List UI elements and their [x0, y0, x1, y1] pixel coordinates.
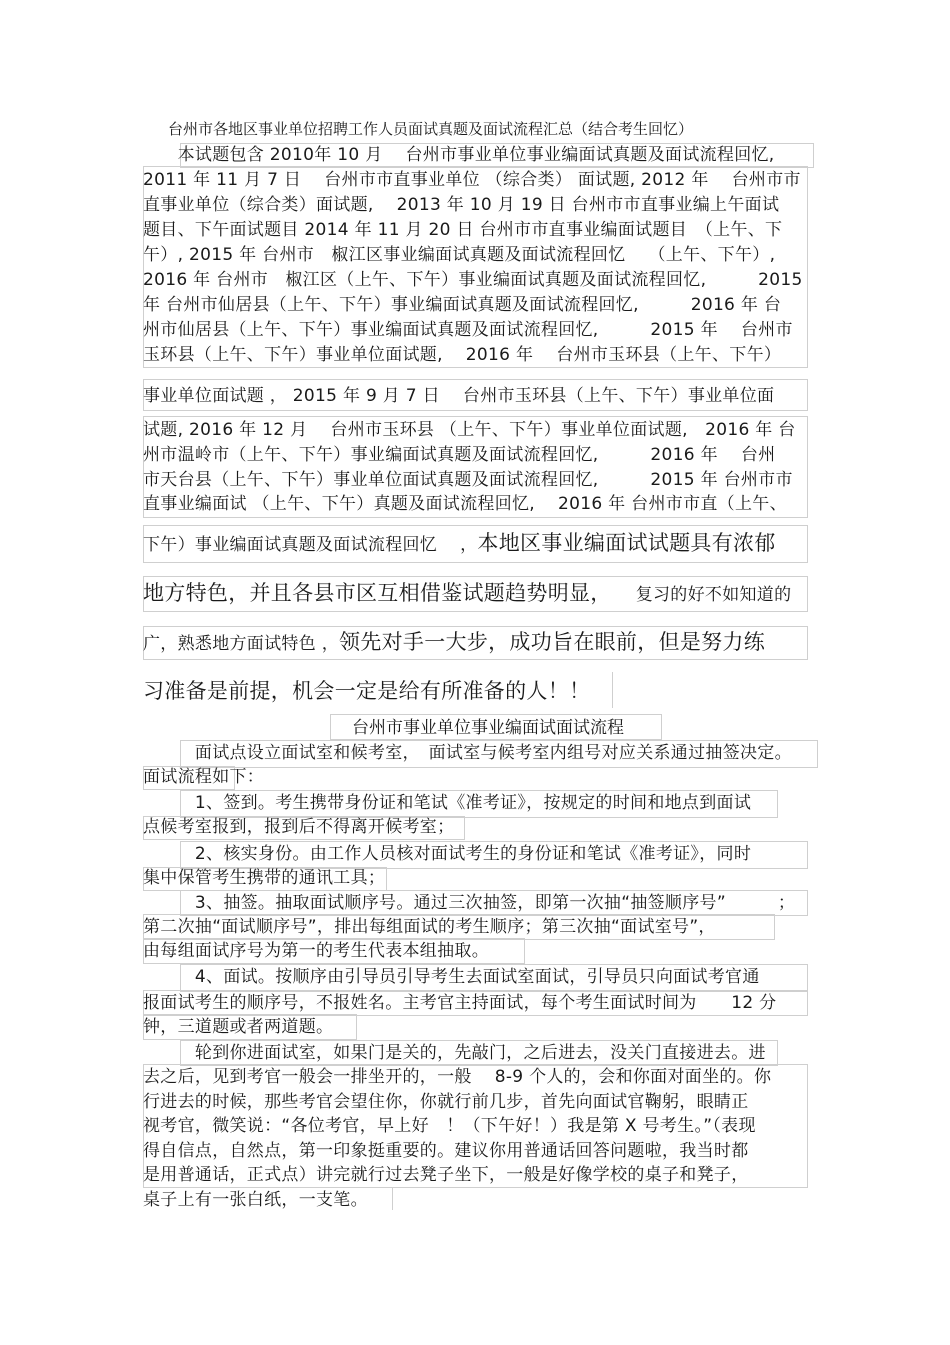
- intro-line: 2011 年 11 月 7 日 台州市市直事业单位 （综合类） 面试题, 2012 年 台州市市: [143, 170, 801, 190]
- emphasis-line: [143, 530, 776, 556]
- process-line: 去之后，见到考官一般会一排坐开的，一般 8-9 个人的，会和你面对面坐的。你: [143, 1067, 772, 1087]
- process-line: 集中保管考生携带的通讯工具；: [143, 868, 386, 888]
- intro-line: 事业单位面试题 ， 2015 年 9 月 7 日 台州市玉环县（上午、下午）事业单位面: [143, 386, 775, 406]
- intro-line: 年 台州市仙居县（上午、下午）事业编面试真题及面试流程回忆, 2016 年 台: [143, 295, 782, 315]
- intro-line: 玉环县（上午、下午）事业单位面试题, 2016 年 台州市玉环县（上午、下午）: [143, 345, 782, 365]
- process-line: 由每组面试序号为第一的考生代表本组抽取。: [143, 941, 489, 961]
- intro-line: 州市温岭市（上午、下午）事业编面试真题及面试流程回忆, 2016 年 台州: [143, 445, 776, 465]
- process-line: 桌子上有一张白纸，一支笔。: [143, 1190, 368, 1210]
- scan-rule: [612, 672, 613, 708]
- intro-line: 本试题包含 2010年 10 月 台州市事业单位事业编面试真题及面试流程回忆,: [143, 145, 775, 165]
- process-line: 钟，三道题或者两道题。: [143, 1017, 334, 1037]
- process-line: 点候考室报到，报到后不得离开候考室；: [143, 817, 455, 837]
- document-title: 台州市各地区事业单位招聘工作人员面试真题及面试流程汇总（结合考生回忆）: [168, 120, 694, 138]
- emphasis-line-small: 复习的好不如知道的: [601, 585, 792, 605]
- process-line: 行进去的时候，那些考官会望住你，你就行前几步，首先向面试官鞠躬，眼睛正: [143, 1092, 749, 1112]
- process-line: 轮到你进面试室，如果门是关的，先敲门，之后进去，没关门直接进去。进: [143, 1043, 766, 1063]
- intro-line: 市天台县（上午、下午）事业单位面试真题及面试流程回忆, 2015 年 台州市市: [143, 470, 793, 490]
- intro-line: 州市仙居县（上午、下午）事业编面试真题及面试流程回忆, 2015 年 台州市: [143, 320, 793, 340]
- process-line: 得自信点，自然点，第一印象挺重要的。建议你用普通话回答问题啦，我当时都: [143, 1141, 749, 1161]
- intro-line: 午）, 2015 年 台州市 椒江区事业编面试真题及面试流程回忆 （上午、下午）,: [143, 245, 776, 265]
- emphasis-line-small: 下午）事业编面试真题及面试流程回忆 ，: [143, 535, 478, 555]
- emphasis-line-small: 广，熟悉地方面试特色 ，: [143, 634, 340, 654]
- intro-line: 直事业单位（综合类）面试题, 2013 年 10 月 19 日 台州市市直事业编上午面试: [143, 195, 780, 215]
- emphasis-line: [143, 678, 590, 704]
- emphasis-line-big: 地方特色，并且各县市区互相借鉴试题趋势明显，: [143, 581, 602, 605]
- intro-line: 2016 年 台州市 椒江区（上午、下午）事业编面试真题及面试流程回忆, 2015: [143, 270, 803, 290]
- scan-rule: [392, 1188, 393, 1210]
- process-line: 报面试考生的顺序号，不报姓名。主考官主持面试，每个考生面试时间为 12 分: [143, 993, 777, 1013]
- emphasis-line: [143, 629, 765, 655]
- process-line: 4、面试。按顺序由引导员引导考生去面试室面试，引导员只向面试考官通: [143, 967, 760, 987]
- process-line: 是用普通话，正式点）讲完就行过去凳子坐下，一般是好像学校的桌子和凳子，: [143, 1165, 749, 1185]
- process-line: 第二次抽“面试顺序号”，排出每组面试的考生顺序；第三次抽“面试室号”，: [143, 917, 716, 937]
- emphasis-line: [143, 580, 791, 606]
- process-line: 视考官，微笑说：“各位考官，早上好 ！（下午好！）我是第 X 号考生。”（表现: [143, 1116, 756, 1136]
- emphasis-line-big: 习准备是前提，机会一定是给有所准备的人！！: [143, 679, 591, 703]
- section-title: 台州市事业单位事业编面试面试流程: [352, 718, 624, 738]
- process-line: 2、核实身份。由工作人员核对面试考生的身份证和笔试《准考证》，同时: [143, 844, 752, 864]
- intro-line: 直事业编面试 （上午、下午）真题及面试流程回忆, 2016 年 台州市市直（上午、: [143, 494, 787, 514]
- process-line: 面试流程如下：: [143, 767, 265, 787]
- emphasis-line-big: 领先对手一大步，成功旨在眼前，但是努力练: [339, 630, 766, 654]
- intro-line: 试题, 2016 年 12 月 台州市玉环县 （上午、下午）事业单位面试题, 2016 年 台: [143, 420, 796, 440]
- process-line: 面试点设立面试室和候考室， 面试室与候考室内组号对应关系通过抽签决定。: [143, 743, 792, 763]
- process-line: 1、签到。考生携带身份证和笔试《准考证》，按规定的时间和地点到面试: [143, 793, 752, 813]
- emphasis-line-big: 本地区事业编面试试题具有浓郁: [477, 531, 776, 555]
- intro-line: 题目、下午面试题目 2014 年 11 月 20 日 台州市市直事业编面试题目 （上午、下: [143, 220, 783, 240]
- process-line: 3、抽签。抽取面试顺序号。通过三次抽签，即第一次抽“抽签顺序号” ；: [143, 893, 796, 913]
